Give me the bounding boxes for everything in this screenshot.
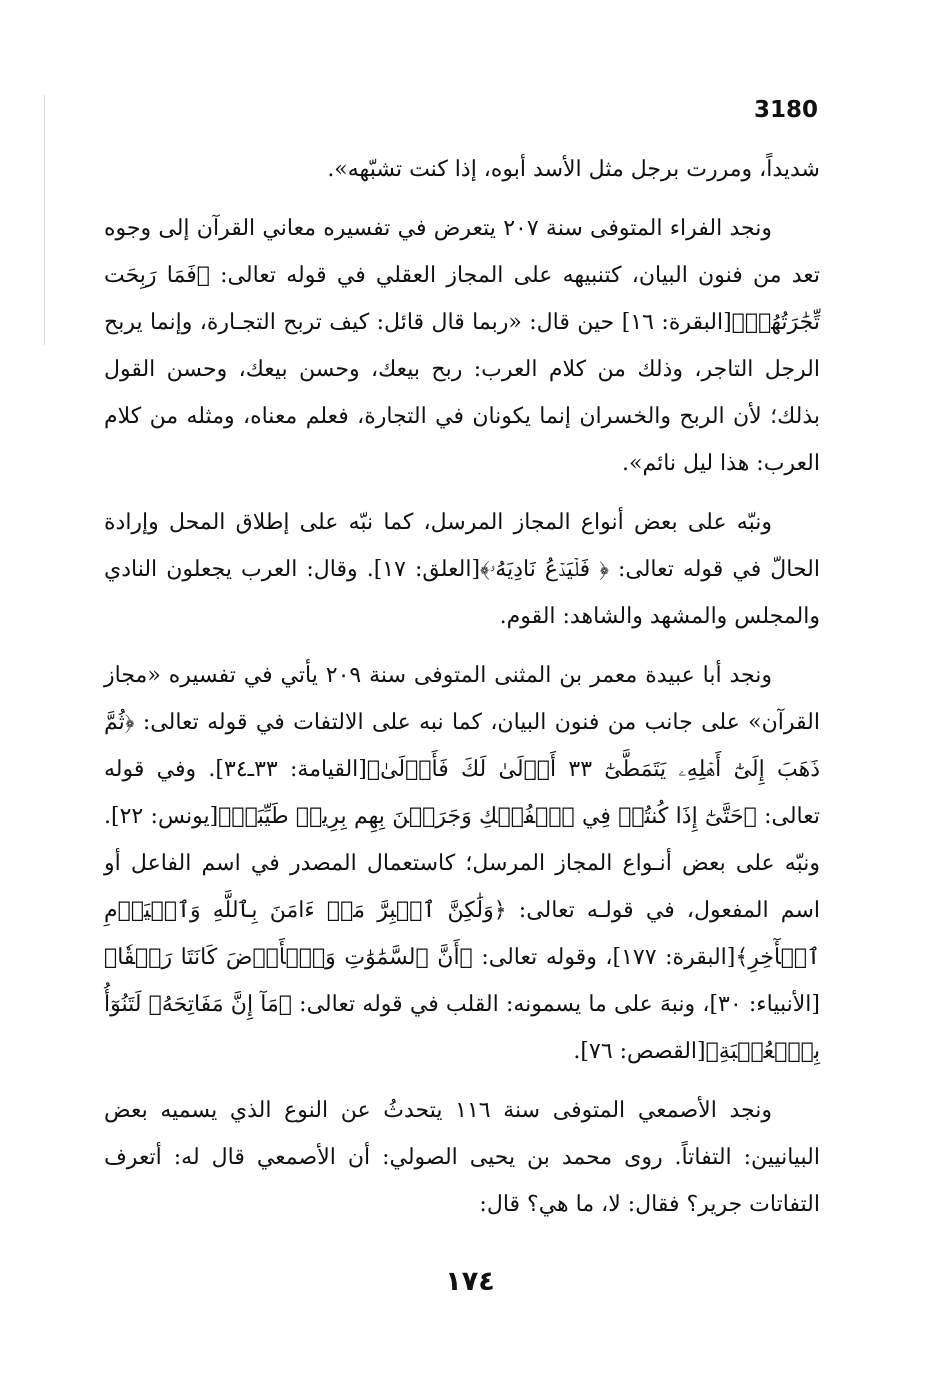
arabic-text-block xyxy=(104,146,820,1251)
paragraph-continuation: شديداً، ومررت برجل مثل الأسد أبوه، إذا كنت تشبّهه». xyxy=(327,157,820,182)
paragraph-abu-ubayda: ونجد أبا عبيدة معمر بن المثنى المتوفى سنة ٢٠٩ يأتي في تفسيره «مجاز القرآن» على جانب من فنون البيان، كما نبه على الالتفات في قوله تعالى: ﴿ثُمَّ ذَهَبَ إِلَىٰٓ أَهۡلِهِۦ يَتَمَطَّىٰٓ ٣٣ أَوۡلَىٰ لَكَ فَأَوۡلَىٰ﴾[القيامة: ٣٣ـ٣٤]. وفي قوله تعالى: ﴿حَتَّىٰٓ إِذَا كُنتُمۡ فِي ٱلۡفُلۡكِ وَجَرَيۡنَ بِهِم بِرِيحٖ طَيِّبَةٖ﴾[يونس: ٢٢]. ونبّه على بعض أنـواع المجاز المرسل؛ كاستعمال المصدر في اسم الفاعل أو اسم المفعول، في قولـه تعالى: ﴿وَلَٰكِنَّ ٱلۡبِرَّ مَنۡ ءَامَنَ بِٱللَّهِ وَٱلۡيَوۡمِ ٱلۡأٓخِرِ﴾[البقرة: ١٧٧]، وقوله تعالى: ﴿أَنَّ ٱلسَّمَٰوَٰتِ وَٱلۡأَرۡضَ كَانَتَا رَتۡقٗا﴾[الأنبياء: ٣٠]، ونبهَ على ما يسمونه: القلب في قوله تعالى: ﴿مَآ إِنَّ مَفَاتِحَهُۥ لَتَنُوٓأُ بِٱلۡعُصۡبَةِ﴾[القصص: ٧٦]. xyxy=(104,663,820,1064)
paragraph-majaz-mursal: ونبّه على بعض أنواع المجاز المرسل، كما نبّه على إطلاق المحل وإرادة الحالّ في قوله تعالى: ﴿ فَلۡيَدۡعُ نَادِيَهُۥ﴾[العلق: ١٧]. وقال: العرب يجعلون النادي والمجلس والمشهد والشاهد: القوم. xyxy=(104,510,820,629)
page-code: 3180 xyxy=(753,97,818,123)
page-number: ١٧٤ xyxy=(445,1266,495,1297)
scan-margin-line xyxy=(44,95,45,345)
paragraph-asmai: ونجد الأصمعي المتوفى سنة ١١٦ يتحدثُ عن النوع الذي يسميه بعض البيانيين: التفاتاً. روى محمد بن يحيى الصولي: أن الأصمعي قال له: أتعرف التفاتات جرير؟ فقال: لا، ما هي؟ قال: xyxy=(104,1098,820,1217)
paragraph-farra: ونجد الفراء المتوفى سنة ٢٠٧ يتعرض في تفسيره معاني القرآن إلى وجوه تعد من فنون البيان، كتنبيهه على المجاز العقلي في قوله تعالى: ﴿فَمَا رَبِحَت تِّجَٰرَتُهُمۡ﴾[البقرة: ١٦] حين قال: «ربما قال قائل: كيف تربح التجـارة، وإنما يربح الرجل التاجر، وذلك من كلام العرب: ربح بيعك، وحسن بيعك، وحسن القول بذلك؛ لأن الربح والخسران إنما يكونان في التجارة، فعلم معناه، ومثله من كلام العرب: هذا ليل نائم». xyxy=(104,216,820,476)
